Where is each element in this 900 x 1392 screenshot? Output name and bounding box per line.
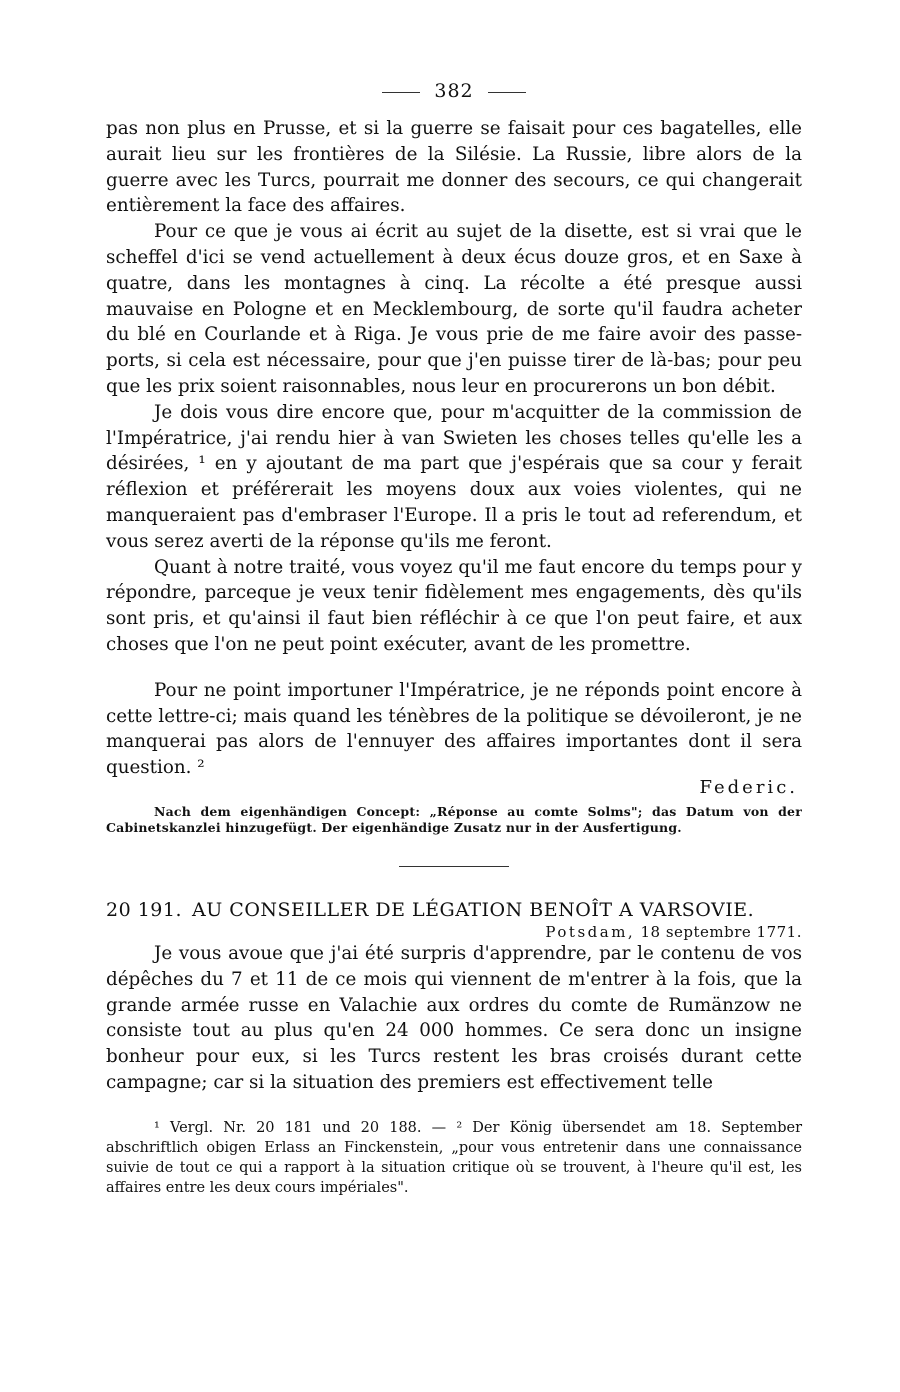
- dateline-place: Potsdam,: [545, 922, 636, 941]
- footnote: ¹ Vergl. Nr. 20 181 und 20 188. — ² Der König übersendet am 18. September abschriftlich obigen Erlass an Finckenstein, „pour vous entretenir dans une connaissance suivie de tout ce qui a rapport à la situation critique où se trouvent, à l'heure qu'il est, les affaires entre les deux cours impériales".: [106, 1119, 802, 1196]
- letter-paragraph: Je vous avoue que j'ai été surpris d'apprendre, par le contenu de vos dépêches du 7 et 11 de ce mois qui viennent de m'entrer à la fois, que la grande armée russe en Valachie aux ordres du comte de Rumänzow ne consiste tout au plus qu'en 24 000 hommes. Ce sera donc un insigne bonheur pour eux, si les Turcs restent les bras croisés durant cette campagne; car si la situation des premiers est effectivement telle: [106, 942, 802, 1093]
- dateline-date: 18 septembre 1771.: [640, 922, 802, 941]
- dateline: [106, 923, 802, 941]
- paragraph-2: Pour ce que je vous ai écrit au sujet de la disette, est si vrai que le scheffel d'ici se vend actuellement à deux écus douze gros, et en Saxe à quatre, dans les montagnes à cinq. La récolte a été presque aussi mauvaise en Pologne et en Mecklembourg, de sorte qu'il faudra acheter du blé en Courlande et à Riga. Je vous prie de me faire avoir des passe-ports, si cela est nécessaire, pour que j'en puisse tirer de là-bas; pour peu que les prix soient raisonnables, nous leur en procurerons un bon débit.: [106, 221, 802, 397]
- header-dash-left: [382, 92, 420, 93]
- page-number: 382: [434, 80, 474, 102]
- paragraph-1: pas non plus en Prusse, et si la guerre se faisait pour ces bagatelles, elle aurait lieu sur les frontières de la Silésie. La Russie, libre alors de la guerre avec les Turcs, pourrait me donner des secours, ce qui changerait entièrement la face des affaires.: [106, 118, 802, 217]
- page-header: [106, 80, 802, 102]
- paragraph-3: Je dois vous dire encore que, pour m'acquitter de la commission de l'Impératrice, j'ai rendu hier à van Swieten les choses telles qu'elle les a désirées, ¹ en y ajoutant de ma part que j'espérais que sa cour y ferait réflexion et préférerait les moyens doux aux voies violentes, qui ne manqueraient pas d'embraser l'Europe. Il a pris le tout ad referendum, et vous serez averti de la réponse qu'ils me feront.: [106, 401, 802, 552]
- footnotes: [106, 1118, 802, 1198]
- letter-body: [106, 116, 802, 781]
- paragraph-4: Quant à notre traité, vous voyez qu'il me faut encore du temps pour y répondre, parceque je veux tenir fidèlement mes engagements, dès qu'ils sont pris, et qu'ainsi il faut bien réfléchir à ce que l'on peut faire, et aux choses que l'on ne peut point exécuter, avant de les promettre.: [106, 556, 802, 655]
- header-dash-right: [488, 92, 526, 93]
- second-letter-body: [106, 941, 802, 1096]
- document-title: AU CONSEILLER DE LÉGATION BENOÎT A VARSOVIE.: [192, 898, 755, 921]
- document-heading: [106, 899, 802, 921]
- signature: Federic.: [699, 776, 798, 798]
- section-divider: [399, 866, 509, 867]
- document-number: 20 191.: [106, 898, 183, 921]
- paragraph-5: Pour ne point importuner l'Impératrice, je ne réponds point encore à cette lettre-ci; mais quand les ténèbres de la politique se dévoileront, je ne manquerai pas alors de l'ennuyer des affaires importantes dont il sera question. ²: [106, 679, 802, 779]
- source-note: Nach dem eigenhändigen Concept: „Réponse au comte Solms"; das Datum von der Cabinetskanzlei hinzugefügt. Der eigenhändige Zusatz nur in der Ausfertigung.: [106, 803, 802, 835]
- document-page: [106, 80, 802, 1198]
